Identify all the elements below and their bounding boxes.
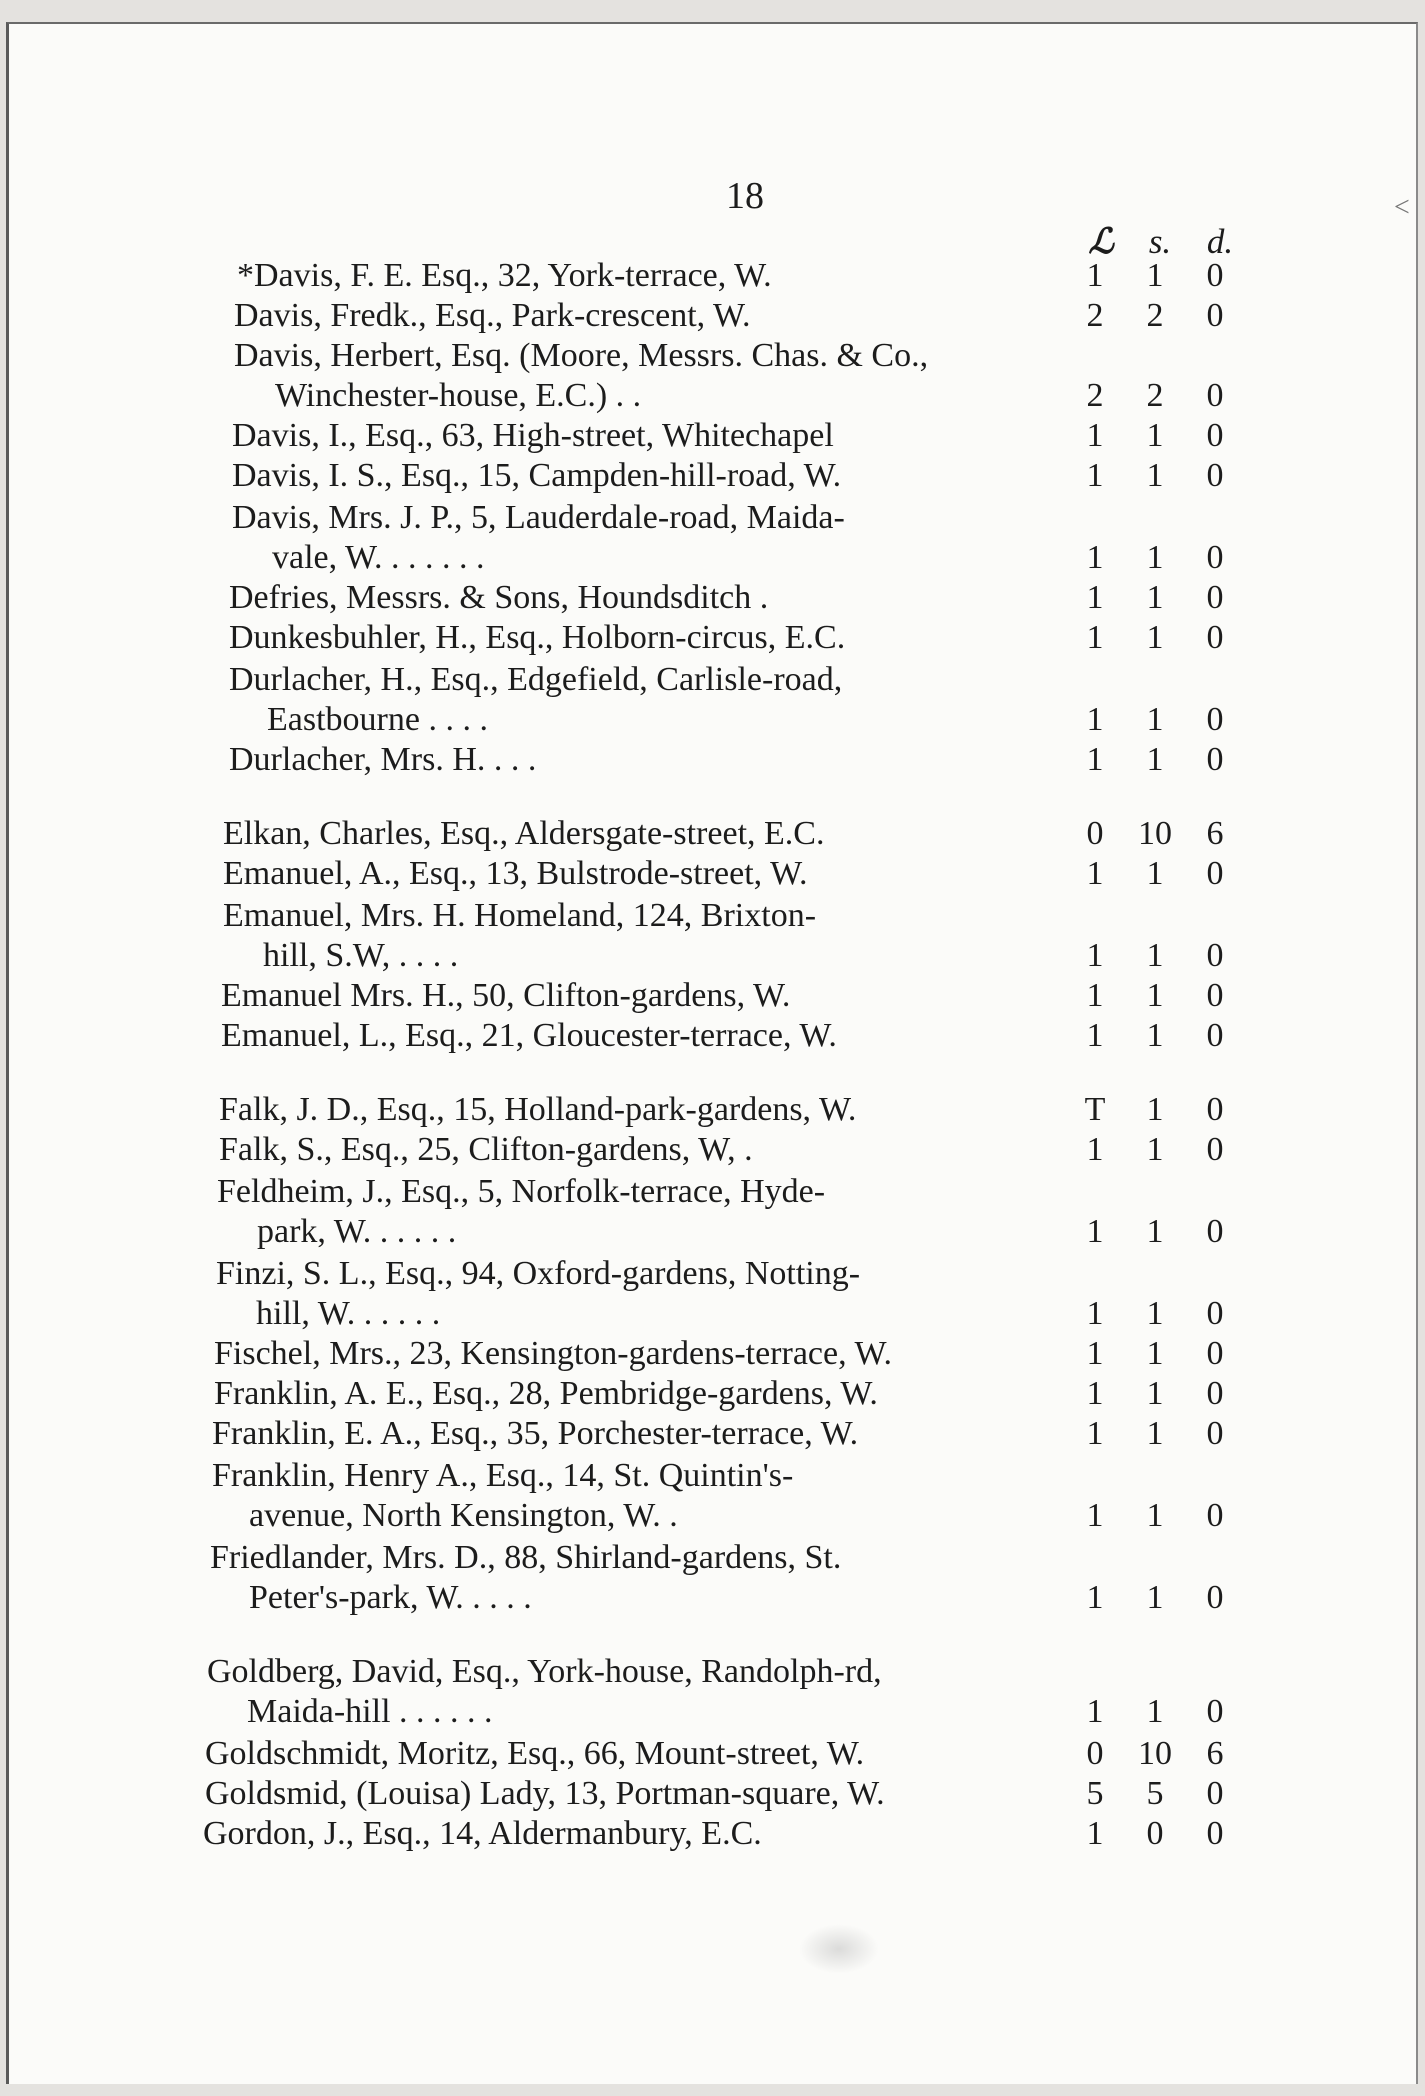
subscriber-name: *Davis, F. E. Esq., 32, York-terrace, W. — [237, 257, 772, 294]
amount-shillings: 10 — [1138, 1735, 1172, 1772]
list-item — [223, 854, 1269, 894]
subscriber-name: Friedlander, Mrs. D., 88, Shirland-gardens, St. — [210, 1539, 842, 1576]
list-item — [247, 1692, 1269, 1732]
amount-pounds: 5 — [1086, 1775, 1104, 1812]
amount-pence: 0 — [1206, 619, 1224, 656]
subscriber-name: Falk, J. D., Esq., 15, Holland-park-gardens, W. — [219, 1091, 857, 1128]
list-item — [219, 1130, 1269, 1170]
subscriber-name: Durlacher, Mrs. H. . . . — [229, 741, 537, 778]
subscriber-name: hill, S.W, . . . . — [263, 937, 459, 974]
amount-pence: 0 — [1206, 1213, 1224, 1250]
amount-pence: 0 — [1206, 257, 1224, 294]
list-item — [205, 1774, 1269, 1814]
amount-shillings: 1 — [1146, 539, 1164, 576]
amount-pence: 0 — [1206, 1375, 1224, 1412]
list-item — [221, 976, 1269, 1016]
list-item — [229, 618, 1269, 658]
amount-pounds: T — [1084, 1091, 1106, 1128]
amount-pence: 0 — [1206, 539, 1224, 576]
amount-shillings: 1 — [1146, 855, 1164, 892]
list-item — [275, 376, 1269, 416]
amount-shillings: 1 — [1146, 1375, 1164, 1412]
subscriber-name: Finzi, S. L., Esq., 94, Oxford-gardens, Notting- — [216, 1255, 861, 1292]
subscriber-name: Winchester-house, E.C.) . . — [275, 377, 642, 414]
amount-shillings: 1 — [1146, 1693, 1164, 1730]
list-item — [214, 1374, 1269, 1414]
amount-shillings: 1 — [1146, 937, 1164, 974]
subscriber-name: Peter's-park, W. . . . . — [249, 1579, 532, 1616]
amount-pounds: 1 — [1086, 457, 1104, 494]
subscriber-name: Maida-hill . . . . . . — [247, 1693, 493, 1730]
list-item — [229, 740, 1269, 780]
subscriber-name: Gordon, J., Esq., 14, Aldermanbury, E.C. — [203, 1815, 762, 1852]
subscriber-name: Franklin, A. E., Esq., 28, Pembridge-gardens, W. — [214, 1375, 878, 1412]
amount-shillings: 1 — [1146, 457, 1164, 494]
amount-pounds: 1 — [1086, 1295, 1104, 1332]
subscriber-name: Davis, I. S., Esq., 15, Campden-hill-road, W. — [232, 457, 842, 494]
amount-pence: 0 — [1206, 1693, 1224, 1730]
amount-pence: 0 — [1206, 1295, 1224, 1332]
amount-shillings: 1 — [1146, 1213, 1164, 1250]
list-item — [256, 1294, 1269, 1334]
amount-shillings: 1 — [1146, 257, 1164, 294]
amount-pence: 0 — [1206, 1415, 1224, 1452]
amount-pounds: 1 — [1086, 1815, 1104, 1852]
amount-pounds: 1 — [1086, 701, 1104, 738]
list-item — [217, 1172, 1269, 1212]
amount-pounds: 1 — [1086, 539, 1104, 576]
subscriber-name: Eastbourne . . . . — [267, 701, 488, 738]
amount-shillings: 1 — [1146, 1497, 1164, 1534]
list-item — [263, 936, 1269, 976]
amount-pence: 0 — [1206, 377, 1224, 414]
list-item — [229, 660, 1269, 700]
list-item — [232, 498, 1269, 538]
margin-mark: < — [1394, 192, 1410, 223]
amount-shillings: 1 — [1146, 1335, 1164, 1372]
amount-shillings: 2 — [1146, 297, 1164, 334]
list-item — [249, 1578, 1269, 1618]
subscriber-name: Emanuel Mrs. H., 50, Clifton-gardens, W. — [221, 977, 791, 1014]
column-header-pence: d. — [1206, 222, 1234, 261]
amount-shillings: 1 — [1146, 1295, 1164, 1332]
amount-pounds: 1 — [1086, 741, 1104, 778]
subscriber-name: Durlacher, H., Esq., Edgefield, Carlisle-road, — [229, 661, 843, 698]
amount-shillings: 1 — [1146, 1091, 1164, 1128]
amount-pence: 0 — [1206, 741, 1224, 778]
subscriber-name: Feldheim, J., Esq., 5, Norfolk-terrace, Hyde- — [217, 1173, 826, 1210]
amount-pounds: 1 — [1086, 579, 1104, 616]
amount-pounds: 2 — [1086, 297, 1104, 334]
amount-shillings: 0 — [1146, 1815, 1164, 1852]
amount-pounds: 2 — [1086, 377, 1104, 414]
subscriber-name: Franklin, Henry A., Esq., 14, St. Quintin's- — [212, 1457, 794, 1494]
subscriber-name: avenue, North Kensington, W. . — [249, 1497, 678, 1534]
list-item — [257, 1212, 1269, 1252]
subscriber-name: Davis, I., Esq., 63, High-street, Whitechapel — [232, 417, 834, 454]
list-item — [234, 296, 1269, 336]
subscriber-name: vale, W. . . . . . . — [272, 539, 485, 576]
list-item — [219, 1090, 1269, 1130]
list-item — [216, 1254, 1269, 1294]
list-item — [234, 336, 1269, 376]
subscriber-name: Fischel, Mrs., 23, Kensington-gardens-terrace, W. — [214, 1335, 892, 1372]
list-item — [223, 896, 1269, 936]
list-item — [205, 1734, 1269, 1774]
amount-shillings: 1 — [1146, 619, 1164, 656]
amount-pounds: 1 — [1086, 619, 1104, 656]
subscriber-name: Emanuel, L., Esq., 21, Gloucester-terrace, W. — [221, 1017, 837, 1054]
amount-pence: 6 — [1206, 815, 1224, 852]
subscriber-name: Franklin, E. A., Esq., 35, Porchester-terrace, W. — [212, 1415, 859, 1452]
list-item — [232, 456, 1269, 496]
amount-pounds: 1 — [1086, 257, 1104, 294]
amount-pence: 0 — [1206, 579, 1224, 616]
subscriber-name: park, W. . . . . . — [257, 1213, 457, 1250]
amount-shillings: 1 — [1146, 417, 1164, 454]
amount-pounds: 1 — [1086, 1375, 1104, 1412]
list-item — [249, 1496, 1269, 1536]
amount-pence: 0 — [1206, 1335, 1224, 1372]
subscriber-name: Elkan, Charles, Esq., Aldersgate-street, E.C. — [223, 815, 825, 852]
subscriber-name: Falk, S., Esq., 25, Clifton-gardens, W, . — [219, 1131, 753, 1168]
paper-stain — [799, 1924, 879, 1974]
amount-pence: 0 — [1206, 1775, 1224, 1812]
amount-pence: 0 — [1206, 1579, 1224, 1616]
subscriber-name: Dunkesbuhler, H., Esq., Holborn-circus, E.C. — [229, 619, 846, 656]
page-number: 18 — [726, 175, 764, 217]
subscriber-name: Goldsmid, (Louisa) Lady, 13, Portman-square, W. — [205, 1775, 885, 1812]
amount-pounds: 0 — [1086, 1735, 1104, 1772]
list-item — [214, 1334, 1269, 1374]
amount-pounds: 1 — [1086, 1415, 1104, 1452]
amount-pence: 0 — [1206, 1017, 1224, 1054]
amount-pounds: 1 — [1086, 937, 1104, 974]
subscriber-name: Emanuel, Mrs. H. Homeland, 124, Brixton- — [223, 897, 817, 934]
amount-shillings: 5 — [1146, 1775, 1164, 1812]
subscriber-name: Davis, Herbert, Esq. (Moore, Messrs. Chas. & Co., — [234, 337, 929, 374]
amount-pence: 6 — [1206, 1735, 1224, 1772]
list-item — [210, 1538, 1269, 1578]
amount-shillings: 1 — [1146, 579, 1164, 616]
amount-pence: 0 — [1206, 1091, 1224, 1128]
amount-shillings: 1 — [1146, 1017, 1164, 1054]
amount-pence: 0 — [1206, 855, 1224, 892]
list-item — [207, 1652, 1269, 1692]
amount-pounds: 1 — [1086, 1131, 1104, 1168]
amount-shillings: 1 — [1146, 701, 1164, 738]
amount-pence: 0 — [1206, 937, 1224, 974]
list-item — [221, 1016, 1269, 1056]
page — [6, 22, 1418, 2084]
amount-pence: 0 — [1206, 457, 1224, 494]
amount-pounds: 1 — [1086, 977, 1104, 1014]
amount-pence: 0 — [1206, 417, 1224, 454]
subscriber-name: Emanuel, A., Esq., 13, Bulstrode-street, W. — [223, 855, 808, 892]
amount-shillings: 1 — [1146, 1131, 1164, 1168]
subscriber-name: Goldschmidt, Moritz, Esq., 66, Mount-street, W. — [205, 1735, 865, 1772]
amount-pence: 0 — [1206, 297, 1224, 334]
amount-shillings: 2 — [1146, 377, 1164, 414]
amount-pounds: 1 — [1086, 1213, 1104, 1250]
amount-shillings: 10 — [1138, 815, 1172, 852]
amount-shillings: 1 — [1146, 741, 1164, 778]
list-item — [232, 416, 1269, 456]
amount-pence: 0 — [1206, 1497, 1224, 1534]
amount-pounds: 1 — [1086, 1335, 1104, 1372]
amount-pounds: 0 — [1086, 815, 1104, 852]
amount-pounds: 1 — [1086, 1693, 1104, 1730]
column-header-shillings: s. — [1148, 222, 1172, 261]
column-header-pounds: ℒ — [1088, 222, 1114, 261]
subscriber-name: Davis, Mrs. J. P., 5, Lauderdale-road, Maida- — [232, 499, 845, 536]
list-item — [272, 538, 1269, 578]
amount-pounds: 1 — [1086, 1017, 1104, 1054]
list-item — [223, 814, 1269, 854]
subscriber-name: Goldberg, David, Esq., York-house, Randolph-rd, — [207, 1653, 882, 1690]
amount-shillings: 1 — [1146, 1579, 1164, 1616]
amount-pence: 0 — [1206, 977, 1224, 1014]
amount-pence: 0 — [1206, 1815, 1224, 1852]
list-item — [203, 1814, 1269, 1854]
list-item — [212, 1414, 1269, 1454]
amount-pounds: 1 — [1086, 1497, 1104, 1534]
subscriber-name: hill, W. . . . . . — [256, 1295, 441, 1332]
subscriber-name: Davis, Fredk., Esq., Park-crescent, W. — [234, 297, 751, 334]
amount-pounds: 1 — [1086, 417, 1104, 454]
amount-pounds: 1 — [1086, 1579, 1104, 1616]
amount-shillings: 1 — [1146, 1415, 1164, 1452]
subscriber-name: Defries, Messrs. & Sons, Houndsditch . — [229, 579, 769, 616]
amount-pence: 0 — [1206, 701, 1224, 738]
amount-pence: 0 — [1206, 1131, 1224, 1168]
amount-pounds: 1 — [1086, 855, 1104, 892]
list-item — [267, 700, 1269, 740]
list-item — [212, 1456, 1269, 1496]
list-item — [237, 256, 1269, 296]
list-item — [229, 578, 1269, 618]
amount-shillings: 1 — [1146, 977, 1164, 1014]
